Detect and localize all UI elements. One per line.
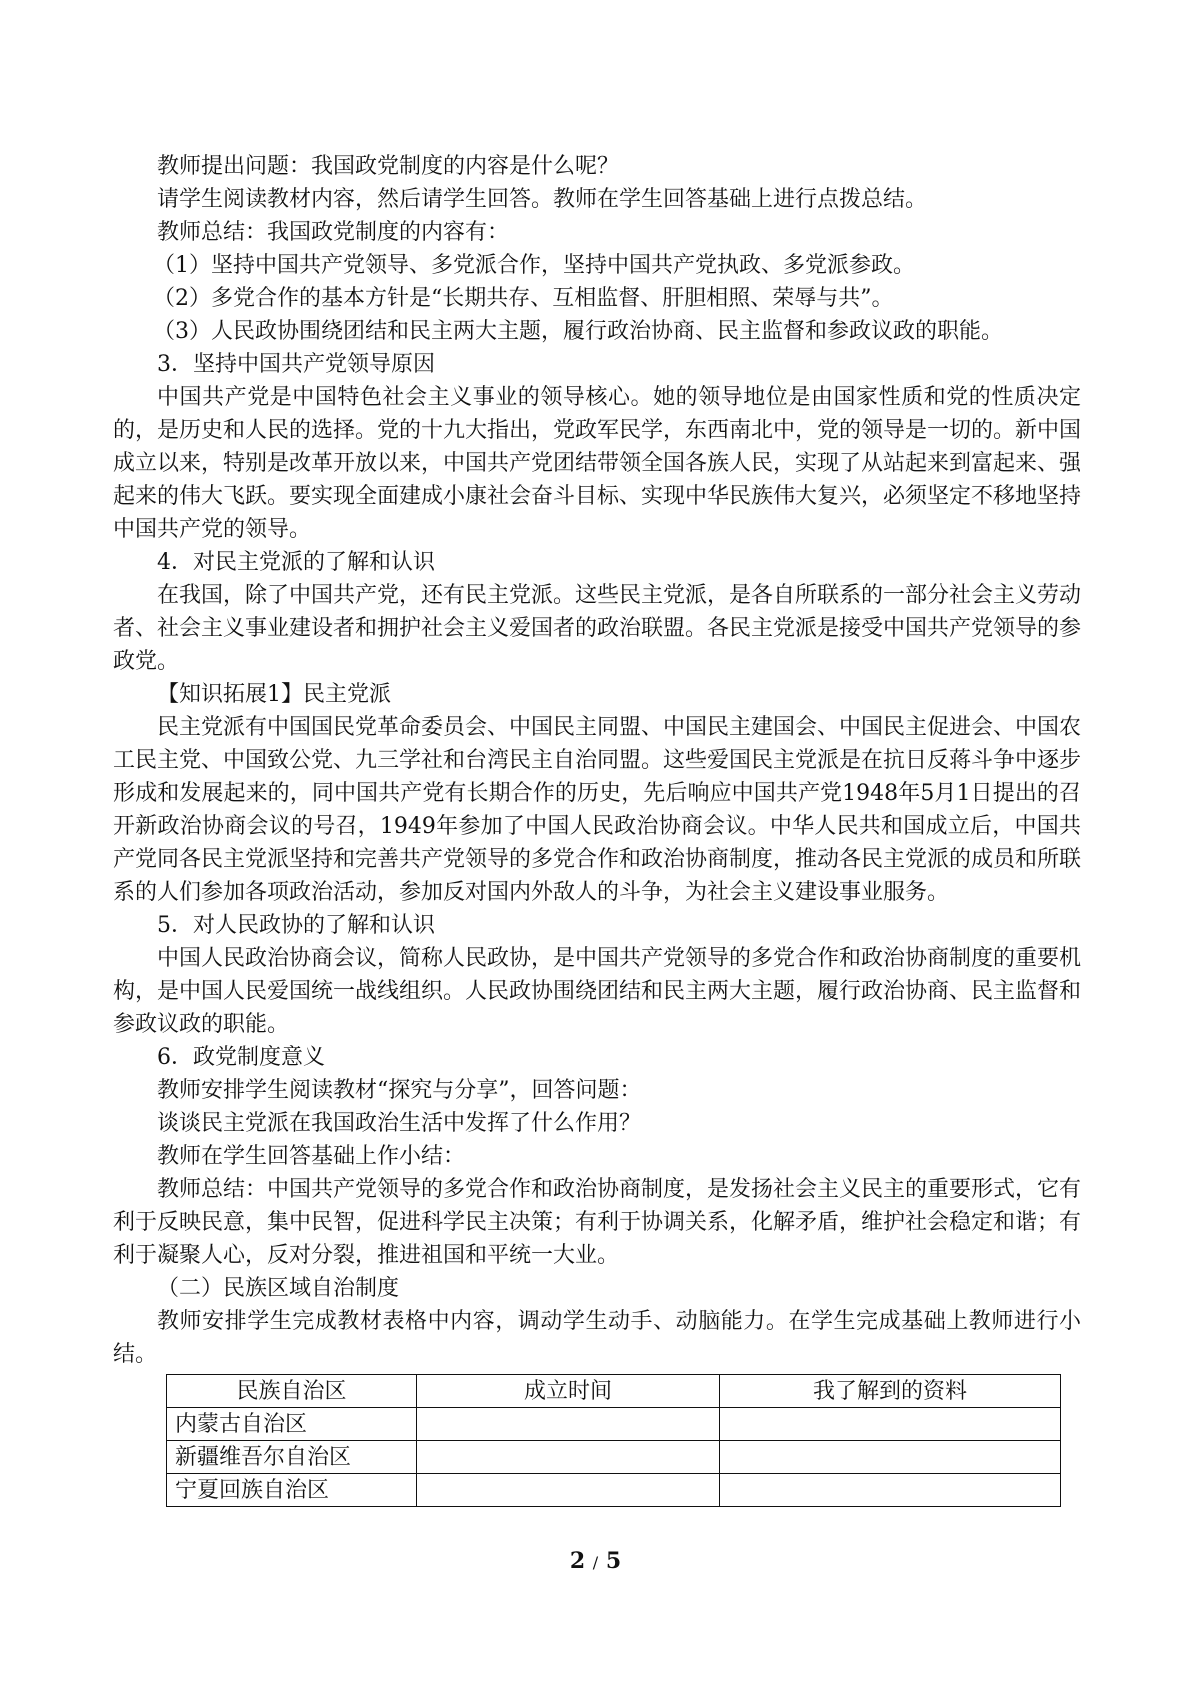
list-item-2: （2）多党合作的基本方针是“长期共存、互相监督、肝胆相照、荣辱与共”。 (153, 286, 894, 311)
paragraph-table-task: 教师安排学生完成教材表格中内容，调动学生动手、动脑能力。在学生完成基础上教师进行小结。 (113, 1309, 1081, 1367)
table-row (167, 1408, 1061, 1441)
heading-section-4: 4．对民主党派的了解和认识 (157, 550, 435, 575)
paragraph-teacher-summary-intro: 教师总结：我国政党制度的内容有： (157, 220, 510, 245)
paragraph-teacher-question: 教师提出问题：我国政党制度的内容是什么呢？ (157, 154, 620, 179)
table-cell-notes (720, 1408, 1061, 1441)
paragraph-party-list: 民主党派有中国国民党革命委员会、中国民主同盟、中国民主建国会、中国民主促进会、中国农工民主党、中国致公党、九三学社和台湾民主自治同盟。这些爱国民主党派是在抗日反蒋斗争中逐步形成和发展起来的，同中国共产党有长期合作的历史，先后响应中国共产党1948年5月1日提出的召开新政治协商会议的号召，1949年参加了中国人民政治协商会议。中华人民共和国成立后，中国共产党同各民主党派坚持和完善共产党领导的多党合作和政治协商制度，推动各民主党派的成员和所联系的人们参加各项政治活动，参加反对国内外敌人的斗争，为社会主义建设事业服务。 (113, 715, 1082, 905)
paragraph-party-leadership: 中国共产党是中国特色社会主义事业的领导核心。她的领导地位是由国家性质和党的性质决定的，是历史和人民的选择。党的十九大指出，党政军民学，东西南北中，党的领导是一切的。新中国成立以来，特别是改革开放以来，中国共产党团结带领全国各族人民，实现了从站起来到富起来、强起来的伟大飞跃。要实现全面建成小康社会奋斗目标、实现中华民族伟大复兴，必须坚定不移地坚持中国共产党的领导。 (113, 385, 1082, 542)
table-cell-date (417, 1441, 720, 1474)
paragraph-cppcc: 中国人民政治协商会议，简称人民政协，是中国共产党领导的多党合作和政治协商制度的重要机构，是中国人民爱国统一战线组织。人民政协围绕团结和民主两大主题，履行政治协商、民主监督和参政议政的职能。 (113, 946, 1082, 1037)
heading-section-6: 6．政党制度意义 (157, 1045, 325, 1070)
paragraph-democratic-parties: 在我国，除了中国共产党，还有民主党派。这些民主党派，是各自所联系的一部分社会主义劳动者、社会主义事业建设者和拥护社会主义爱国者的政治联盟。各民主党派是接受中国共产党领导的参政党。 (113, 583, 1082, 674)
table-row (167, 1441, 1061, 1474)
table-header-row (167, 1375, 1061, 1408)
page-number (0, 1548, 1191, 1574)
paragraph-system-significance: 教师总结：中国共产党领导的多党合作和政治协商制度，是发扬社会主义民主的重要形式，它有利于反映民意，集中民智，促进科学民主决策；有利于协调关系，化解矛盾，维护社会稳定和谐；有利于凝聚人心，反对分裂，推进祖国和平统一大业。 (113, 1177, 1082, 1268)
table-row (167, 1474, 1061, 1507)
table-cell-region: 宁夏回族自治区 (167, 1474, 417, 1507)
document-body (113, 150, 1081, 1507)
heading-regional-autonomy: （二）民族区域自治制度 (157, 1276, 400, 1301)
table-header-cell: 成立时间 (417, 1375, 720, 1408)
page-current: 2 (569, 1548, 586, 1574)
table-cell-notes (720, 1441, 1061, 1474)
table-cell-date (417, 1408, 720, 1441)
table-header-cell: 民族自治区 (167, 1375, 417, 1408)
list-item-3: （3）人民政协围绕团结和民主两大主题，履行政治协商、民主监督和参政议政的职能。 (153, 319, 1003, 344)
paragraph-explore-share: 教师安排学生阅读教材“探究与分享”，回答问题： (157, 1078, 642, 1103)
table-cell-region: 新疆维吾尔自治区 (167, 1441, 417, 1474)
table-header-cell: 我了解到的资料 (720, 1375, 1061, 1408)
paragraph-discussion-question: 谈谈民主党派在我国政治生活中发挥了什么作用？ (157, 1111, 642, 1136)
paragraph-student-reading: 请学生阅读教材内容，然后请学生回答。教师在学生回答基础上进行点拨总结。 (157, 187, 928, 212)
autonomous-region-table (166, 1374, 1061, 1507)
table-cell-date (417, 1474, 720, 1507)
heading-section-3: 3．坚持中国共产党领导原因 (157, 352, 435, 377)
list-item-1: （1）坚持中国共产党领导、多党派合作，坚持中国共产党执政、多党派参政。 (153, 253, 915, 278)
page-separator: / (592, 1553, 599, 1572)
heading-knowledge-extension: 【知识拓展1】民主党派 (157, 682, 391, 707)
table-cell-region: 内蒙古自治区 (167, 1408, 417, 1441)
paragraph-teacher-conclusion: 教师在学生回答基础上作小结： (157, 1144, 466, 1169)
heading-section-5: 5．对人民政协的了解和认识 (157, 913, 435, 938)
page-total: 5 (605, 1548, 622, 1574)
table-cell-notes (720, 1474, 1061, 1507)
